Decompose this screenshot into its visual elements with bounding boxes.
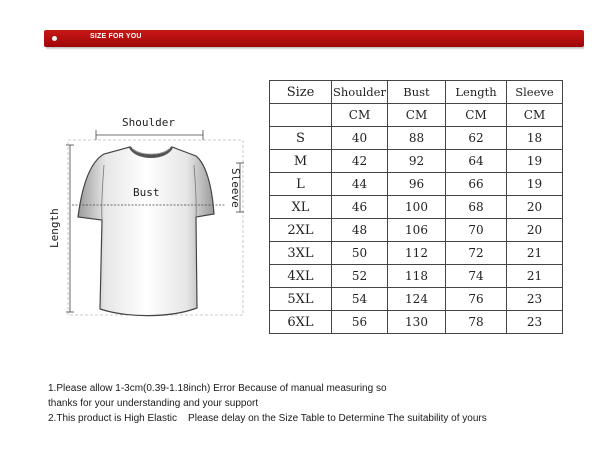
sleeve-cell: 19 — [507, 173, 563, 196]
note-line-1: 1.Please allow 1-3cm(0.39-1.18inch) Error Because of manual measuring so — [48, 383, 387, 394]
shoulder-cell: 44 — [332, 173, 388, 196]
shoulder-cell: 50 — [332, 242, 388, 265]
note-line-3: 2.This product is High Elastic Please delay on the Size Table to Determine The suitability of yours — [48, 413, 487, 424]
sleeve-cell: 23 — [507, 288, 563, 311]
size-cell: 2XL — [270, 219, 332, 242]
bust-cell: 106 — [388, 219, 446, 242]
shoulder-cell: 54 — [332, 288, 388, 311]
sleeve-cell: 19 — [507, 150, 563, 173]
length-cell: 66 — [446, 173, 507, 196]
length-cell: 74 — [446, 265, 507, 288]
shoulder-cell: 52 — [332, 265, 388, 288]
sleeve-cell: 20 — [507, 219, 563, 242]
shoulder-cell: 46 — [332, 196, 388, 219]
table-row — [270, 127, 563, 150]
shoulder-cell: 42 — [332, 150, 388, 173]
sleeve-cell: 18 — [507, 127, 563, 150]
table-row — [270, 219, 563, 242]
bust-cell: 124 — [388, 288, 446, 311]
table-row — [270, 242, 563, 265]
bust-cell: 112 — [388, 242, 446, 265]
sleeve-cell: 21 — [507, 265, 563, 288]
length-cell: 64 — [446, 150, 507, 173]
tshirt-body — [78, 147, 214, 316]
size-cell: L — [270, 173, 332, 196]
size-cell: S — [270, 127, 332, 150]
length-label: Length — [48, 208, 61, 248]
header-cell: Bust — [388, 81, 446, 104]
table-unit-row — [270, 104, 563, 127]
size-chart-table — [269, 80, 563, 334]
length-cell: 78 — [446, 311, 507, 334]
table-row — [270, 288, 563, 311]
banner-title: SIZE FOR YOU — [90, 33, 142, 40]
table-row — [270, 196, 563, 219]
size-cell: 3XL — [270, 242, 332, 265]
table-row — [270, 265, 563, 288]
size-cell: M — [270, 150, 332, 173]
size-cell: 6XL — [270, 311, 332, 334]
table-row — [270, 150, 563, 173]
bust-cell: 92 — [388, 150, 446, 173]
length-cell: 76 — [446, 288, 507, 311]
unit-cell: CM — [446, 104, 507, 127]
size-cell: 4XL — [270, 265, 332, 288]
size-cell: 5XL — [270, 288, 332, 311]
length-cell: 70 — [446, 219, 507, 242]
sleeve-cell: 23 — [507, 311, 563, 334]
shoulder-cell: 56 — [332, 311, 388, 334]
bust-cell: 96 — [388, 173, 446, 196]
header-cell: Size — [270, 81, 332, 104]
table-header-row — [270, 81, 563, 104]
shoulder-label: Shoulder — [122, 116, 175, 129]
header-cell: Shoulder — [332, 81, 388, 104]
bust-cell: 118 — [388, 265, 446, 288]
unit-cell — [270, 104, 332, 127]
shoulder-cell: 48 — [332, 219, 388, 242]
table-row — [270, 173, 563, 196]
bust-label: Bust — [133, 186, 160, 199]
note-line-2: thanks for your understanding and your support — [48, 398, 259, 409]
bust-cell: 100 — [388, 196, 446, 219]
header-cell: Length — [446, 81, 507, 104]
bust-cell: 88 — [388, 127, 446, 150]
length-cell: 62 — [446, 127, 507, 150]
header-cell: Sleeve — [507, 81, 563, 104]
length-cell: 68 — [446, 196, 507, 219]
unit-cell: CM — [507, 104, 563, 127]
unit-cell: CM — [388, 104, 446, 127]
sleeve-cell: 20 — [507, 196, 563, 219]
bust-cell: 130 — [388, 311, 446, 334]
sleeve-label: Sleeve — [229, 168, 242, 208]
tshirt-measurement-diagram — [0, 0, 270, 340]
unit-cell: CM — [332, 104, 388, 127]
measurement-notes — [48, 381, 487, 426]
sleeve-cell: 21 — [507, 242, 563, 265]
table-row — [270, 311, 563, 334]
shoulder-cell: 40 — [332, 127, 388, 150]
length-cell: 72 — [446, 242, 507, 265]
size-cell: XL — [270, 196, 332, 219]
